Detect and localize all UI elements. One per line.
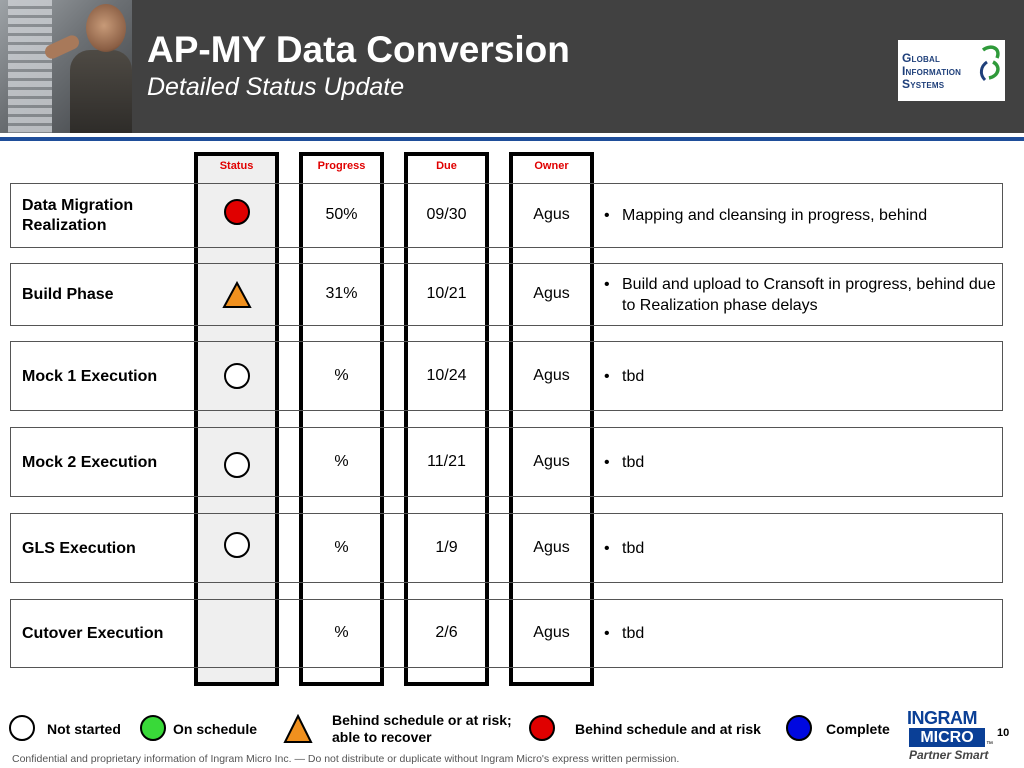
gis-logo-line-3: Systems (902, 77, 945, 91)
row-comment-text: tbd (622, 368, 645, 385)
row-comment: • Mapping and cleansing in progress, behind (604, 207, 928, 224)
row-comment-text: tbd (622, 625, 645, 642)
header-accent-line (0, 137, 1024, 141)
row-comment: • Build and upload to Cransoft in progress, behind due to Realization phase delays (604, 276, 996, 314)
brand-line-2: MICRO (909, 728, 985, 747)
trademark-symbol: ™ (986, 741, 993, 748)
row-comment: • tbd (604, 625, 645, 642)
not-started-icon (9, 715, 35, 741)
row-owner: Agus (533, 285, 570, 302)
row-progress: % (334, 539, 349, 556)
row-name: Cutover Execution (22, 625, 164, 642)
row-due: 10/21 (426, 285, 467, 302)
page-title: AP-MY Data Conversion (147, 29, 570, 70)
row-comment-text: tbd (622, 540, 645, 557)
row-comment: • tbd (604, 540, 645, 557)
column-header-owner: Owner (534, 160, 569, 172)
row-progress: 31% (325, 285, 358, 302)
row-due: 2/6 (435, 624, 458, 641)
complete-icon (786, 715, 812, 741)
row-due: 10/24 (426, 367, 467, 384)
gis-logo (898, 40, 1005, 101)
row-owner: Agus (533, 206, 570, 223)
behind-and-at-risk-icon (224, 199, 250, 225)
brand-tagline: Partner Smart (909, 748, 989, 762)
confidentiality-footer: Confidential and proprietary information of Ingram Micro Inc. — Do not distribute or duplicate without Ingram Micro's express written permission. (12, 753, 680, 765)
row-progress: 50% (325, 206, 358, 223)
behind-can-recover-icon (283, 714, 313, 744)
row-owner: Agus (533, 453, 570, 470)
gis-logo-line-2: Information (902, 64, 962, 78)
row-owner: Agus (533, 539, 570, 556)
ingram-micro-logo (907, 708, 993, 763)
row-progress: % (334, 624, 349, 641)
brand-line-1: INGRAM (907, 708, 977, 728)
gis-logo-line-1: Global (902, 51, 941, 65)
row-name: Mock 1 Execution (22, 368, 158, 385)
not-started-icon (224, 532, 250, 558)
row-comment-text: tbd (622, 454, 645, 471)
row-due: 1/9 (435, 539, 458, 556)
legend-on-schedule: On schedule (173, 721, 258, 737)
page-number: 10 (997, 727, 1010, 739)
legend-behind-and-at-risk: Behind schedule and at risk (575, 721, 761, 737)
header-photo (0, 0, 132, 133)
row-due: 09/30 (426, 206, 467, 223)
legend-complete: Complete (826, 721, 890, 737)
row-progress: % (334, 453, 349, 470)
not-started-icon (224, 363, 250, 389)
row-owner: Agus (533, 624, 570, 641)
behind-and-at-risk-icon (529, 715, 555, 741)
behind-can-recover-icon (222, 281, 252, 309)
legend-not-started: Not started (47, 721, 121, 737)
row-name: GLS Execution (22, 540, 136, 557)
header-bar (0, 0, 1024, 133)
row-name: Mock 2 Execution (22, 454, 158, 471)
legend-behind-can-recover: Behind schedule or at risk; able to recover (332, 712, 512, 745)
page-subtitle: Detailed Status Update (147, 73, 405, 101)
not-started-icon (224, 452, 250, 478)
column-header-due: Due (436, 160, 457, 172)
row-comment-text: Build and upload to Cransoft in progress, behind due to Realization phase delays (622, 276, 996, 314)
row-comment-text: Mapping and cleansing in progress, behind (622, 207, 928, 224)
status-legend (0, 700, 1024, 752)
row-due: 11/21 (427, 453, 466, 470)
row-progress: % (334, 367, 349, 384)
column-header-progress: Progress (317, 160, 366, 172)
row-owner: Agus (533, 367, 570, 384)
globe-arrows-icon (977, 44, 1003, 84)
column-header-status: Status (219, 160, 254, 172)
on-schedule-icon (140, 715, 166, 741)
row-comment: • tbd (604, 454, 645, 471)
row-comment: • tbd (604, 368, 645, 385)
row-name: Data Migration Realization (22, 197, 134, 234)
row-name: Build Phase (22, 286, 114, 303)
